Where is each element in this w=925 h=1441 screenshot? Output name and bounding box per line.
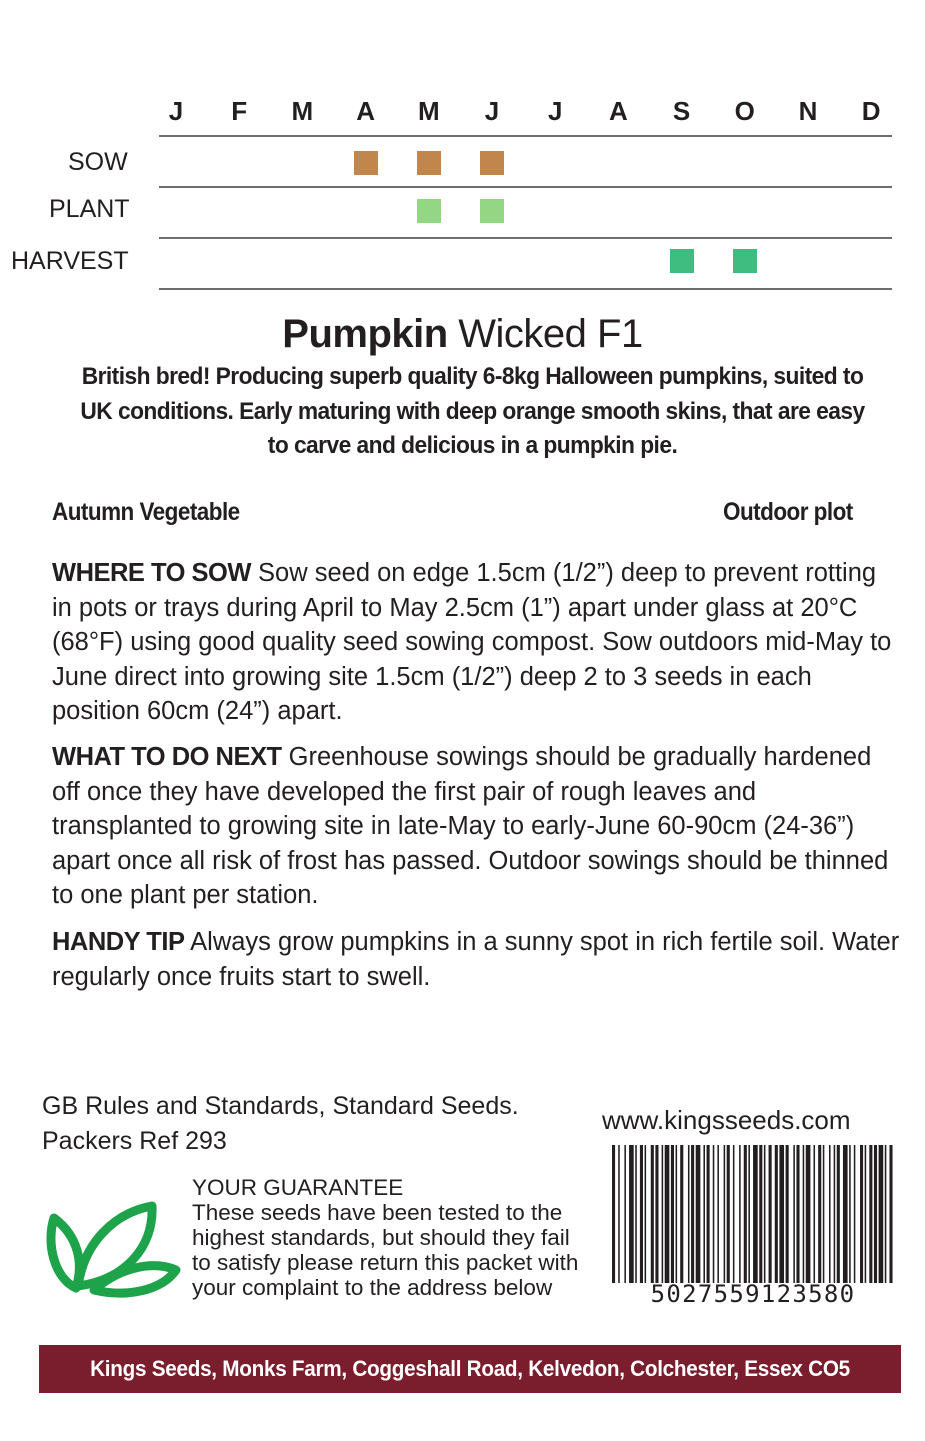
barcode-bar [640, 1145, 643, 1283]
barcode-bar [849, 1145, 851, 1283]
month-5: M [417, 96, 440, 126]
barcode-bar [879, 1145, 884, 1283]
month-1: J [168, 96, 184, 126]
harvest-month-marker [670, 249, 694, 273]
barcode-bar [645, 1145, 647, 1283]
barcode [610, 1145, 896, 1283]
barcode-bar [662, 1145, 664, 1283]
barcode-bar [803, 1145, 805, 1283]
product-intro: British bred! Producing superb quality 6-8kg Halloween pumpkins, suited to UK conditions. Early maturing with deep orange smooth skins, that are easy to carve and delicious in a pumpkin pie. [80, 363, 865, 459]
packers-ref: Packers Ref 293 [42, 1127, 227, 1155]
barcode-bar [676, 1145, 678, 1283]
barcode-bar [814, 1145, 816, 1283]
barcode-bar [629, 1145, 634, 1283]
row-label-plant: PLANT [49, 195, 130, 223]
barcode-bar [796, 1145, 799, 1283]
month-8: A [609, 96, 628, 126]
row-label-sow: SOW [68, 148, 128, 176]
standards-text: GB Rules and Standards, Standard Seeds. [42, 1092, 519, 1120]
barcode-bar [688, 1145, 690, 1283]
barcode-number: 5027559123580 [650, 1280, 856, 1308]
standards-block [42, 1089, 519, 1159]
barcode-bar [671, 1145, 674, 1283]
barcode-bar [860, 1145, 863, 1283]
sow-month-marker [354, 151, 378, 175]
barcode-bar [713, 1145, 715, 1283]
month-4: A [356, 96, 375, 126]
month-10: O [734, 96, 755, 126]
barcode-bar [624, 1145, 626, 1283]
barcode-bar [744, 1145, 747, 1283]
location-label: Outdoor plot [723, 498, 853, 526]
leaf-logo-icon [44, 1198, 184, 1298]
handy-tip-paragraph [52, 925, 902, 994]
sow-month-marker [417, 151, 441, 175]
barcode-bar [764, 1145, 766, 1283]
barcode-bar [818, 1145, 821, 1283]
calendar-divider [159, 186, 892, 188]
barcode-bar [869, 1145, 872, 1283]
barcode-bar [665, 1145, 670, 1283]
barcode-bar [739, 1145, 741, 1283]
plant-month-marker [417, 199, 441, 223]
month-9: S [672, 96, 691, 126]
guarantee-block [192, 1175, 592, 1300]
barcode-bar [806, 1145, 811, 1283]
handy-tip-text: Always grow pumpkins in a sunny spot in rich fertile soil. Water regularly once fruits start to swell. [52, 928, 900, 991]
calendar-divider [159, 288, 892, 290]
month-6: J [484, 96, 500, 126]
barcode-bar [759, 1145, 762, 1283]
barcode-bar [779, 1145, 784, 1283]
barcode-bar [655, 1145, 658, 1283]
barcode-bar [696, 1145, 701, 1283]
barcode-bar [724, 1145, 726, 1283]
row-label-harvest: HARVEST [11, 247, 129, 275]
barcode-bar [680, 1145, 683, 1283]
barcode-bar [618, 1145, 620, 1283]
barcode-bar [733, 1145, 735, 1283]
sow-month-marker [480, 151, 504, 175]
product-name: Pumpkin [282, 312, 448, 356]
guarantee-text: These seeds have been tested to the highest standards, but should they fail to satisfy please return this packet with your complaint to the address below [192, 1200, 579, 1300]
barcode-bar [707, 1145, 710, 1283]
month-2: F [231, 96, 248, 126]
barcode-bar [717, 1145, 719, 1283]
barcode-bar [843, 1145, 848, 1283]
where-to-sow-heading: WHERE TO SOW [52, 559, 251, 587]
what-to-do-next-heading: WHAT TO DO NEXT [52, 743, 282, 771]
category-label: Autumn Vegetable [52, 498, 240, 526]
month-7: J [547, 96, 563, 126]
month-3: M [291, 96, 314, 126]
barcode-bar [769, 1145, 772, 1283]
barcode-bar [865, 1145, 867, 1283]
barcode-bar [823, 1145, 825, 1283]
harvest-month-marker [733, 249, 757, 273]
barcode-bar [775, 1145, 778, 1283]
month-12: D [861, 96, 881, 126]
barcode-bar [727, 1145, 730, 1283]
barcode-bar [691, 1145, 694, 1283]
calendar-divider [159, 237, 892, 239]
address-bar [39, 1345, 901, 1429]
barcode-bar [651, 1145, 654, 1283]
product-variety: Wicked F1 [447, 312, 643, 356]
month-11: N [798, 96, 818, 126]
where-to-sow-paragraph [52, 556, 902, 729]
barcode-bar [753, 1145, 758, 1283]
barcode-bar [854, 1145, 856, 1283]
handy-tip-heading: HANDY TIP [52, 928, 185, 956]
address-text: Kings Seeds, Monks Farm, Coggeshall Road, Kelvedon, Colchester, Essex CO5 9PG [90, 1356, 850, 1429]
barcode-bar [829, 1145, 831, 1283]
product-title [0, 312, 925, 357]
barcode-bar [635, 1145, 637, 1283]
calendar-divider [159, 135, 892, 137]
barcode-bar [834, 1145, 836, 1283]
barcode-bar [885, 1145, 887, 1283]
guarantee-title: YOUR GUARANTEE [192, 1175, 404, 1200]
barcode-bar [837, 1145, 840, 1283]
barcode-bar [793, 1145, 795, 1283]
barcode-bar [748, 1145, 750, 1283]
where-to-sow-text: Sow seed on edge 1.5cm (1/2”) deep to prevent rotting in pots or trays during April to May 2.5cm (1”) apart under glass at 20°C (68°F) using good quality seed sowing compost. Sow outdoors mid-May to June direct into growing site 1.5cm (1/2”) deep 2 to 3 seeds in each position 60cm (24”) apart. [52, 559, 892, 725]
website-link[interactable]: www.kingsseeds.com [602, 1105, 851, 1135]
barcode-bar [612, 1145, 615, 1283]
barcode-bar [889, 1145, 892, 1283]
barcode-bar [786, 1145, 789, 1283]
what-to-do-next-text: Greenhouse sowings should be gradually hardened off once they have developed the first pair of rough leaves and transplanted to growing site in late-May to early-June 60-90cm (24-36”) apart once all risk of frost has passed. Outdoor sowings should be thinned to one plant per station. [52, 743, 889, 909]
barcode-bar [874, 1145, 877, 1283]
barcode-bar [703, 1145, 705, 1283]
what-to-do-next-paragraph [52, 740, 902, 913]
plant-month-marker [480, 199, 504, 223]
